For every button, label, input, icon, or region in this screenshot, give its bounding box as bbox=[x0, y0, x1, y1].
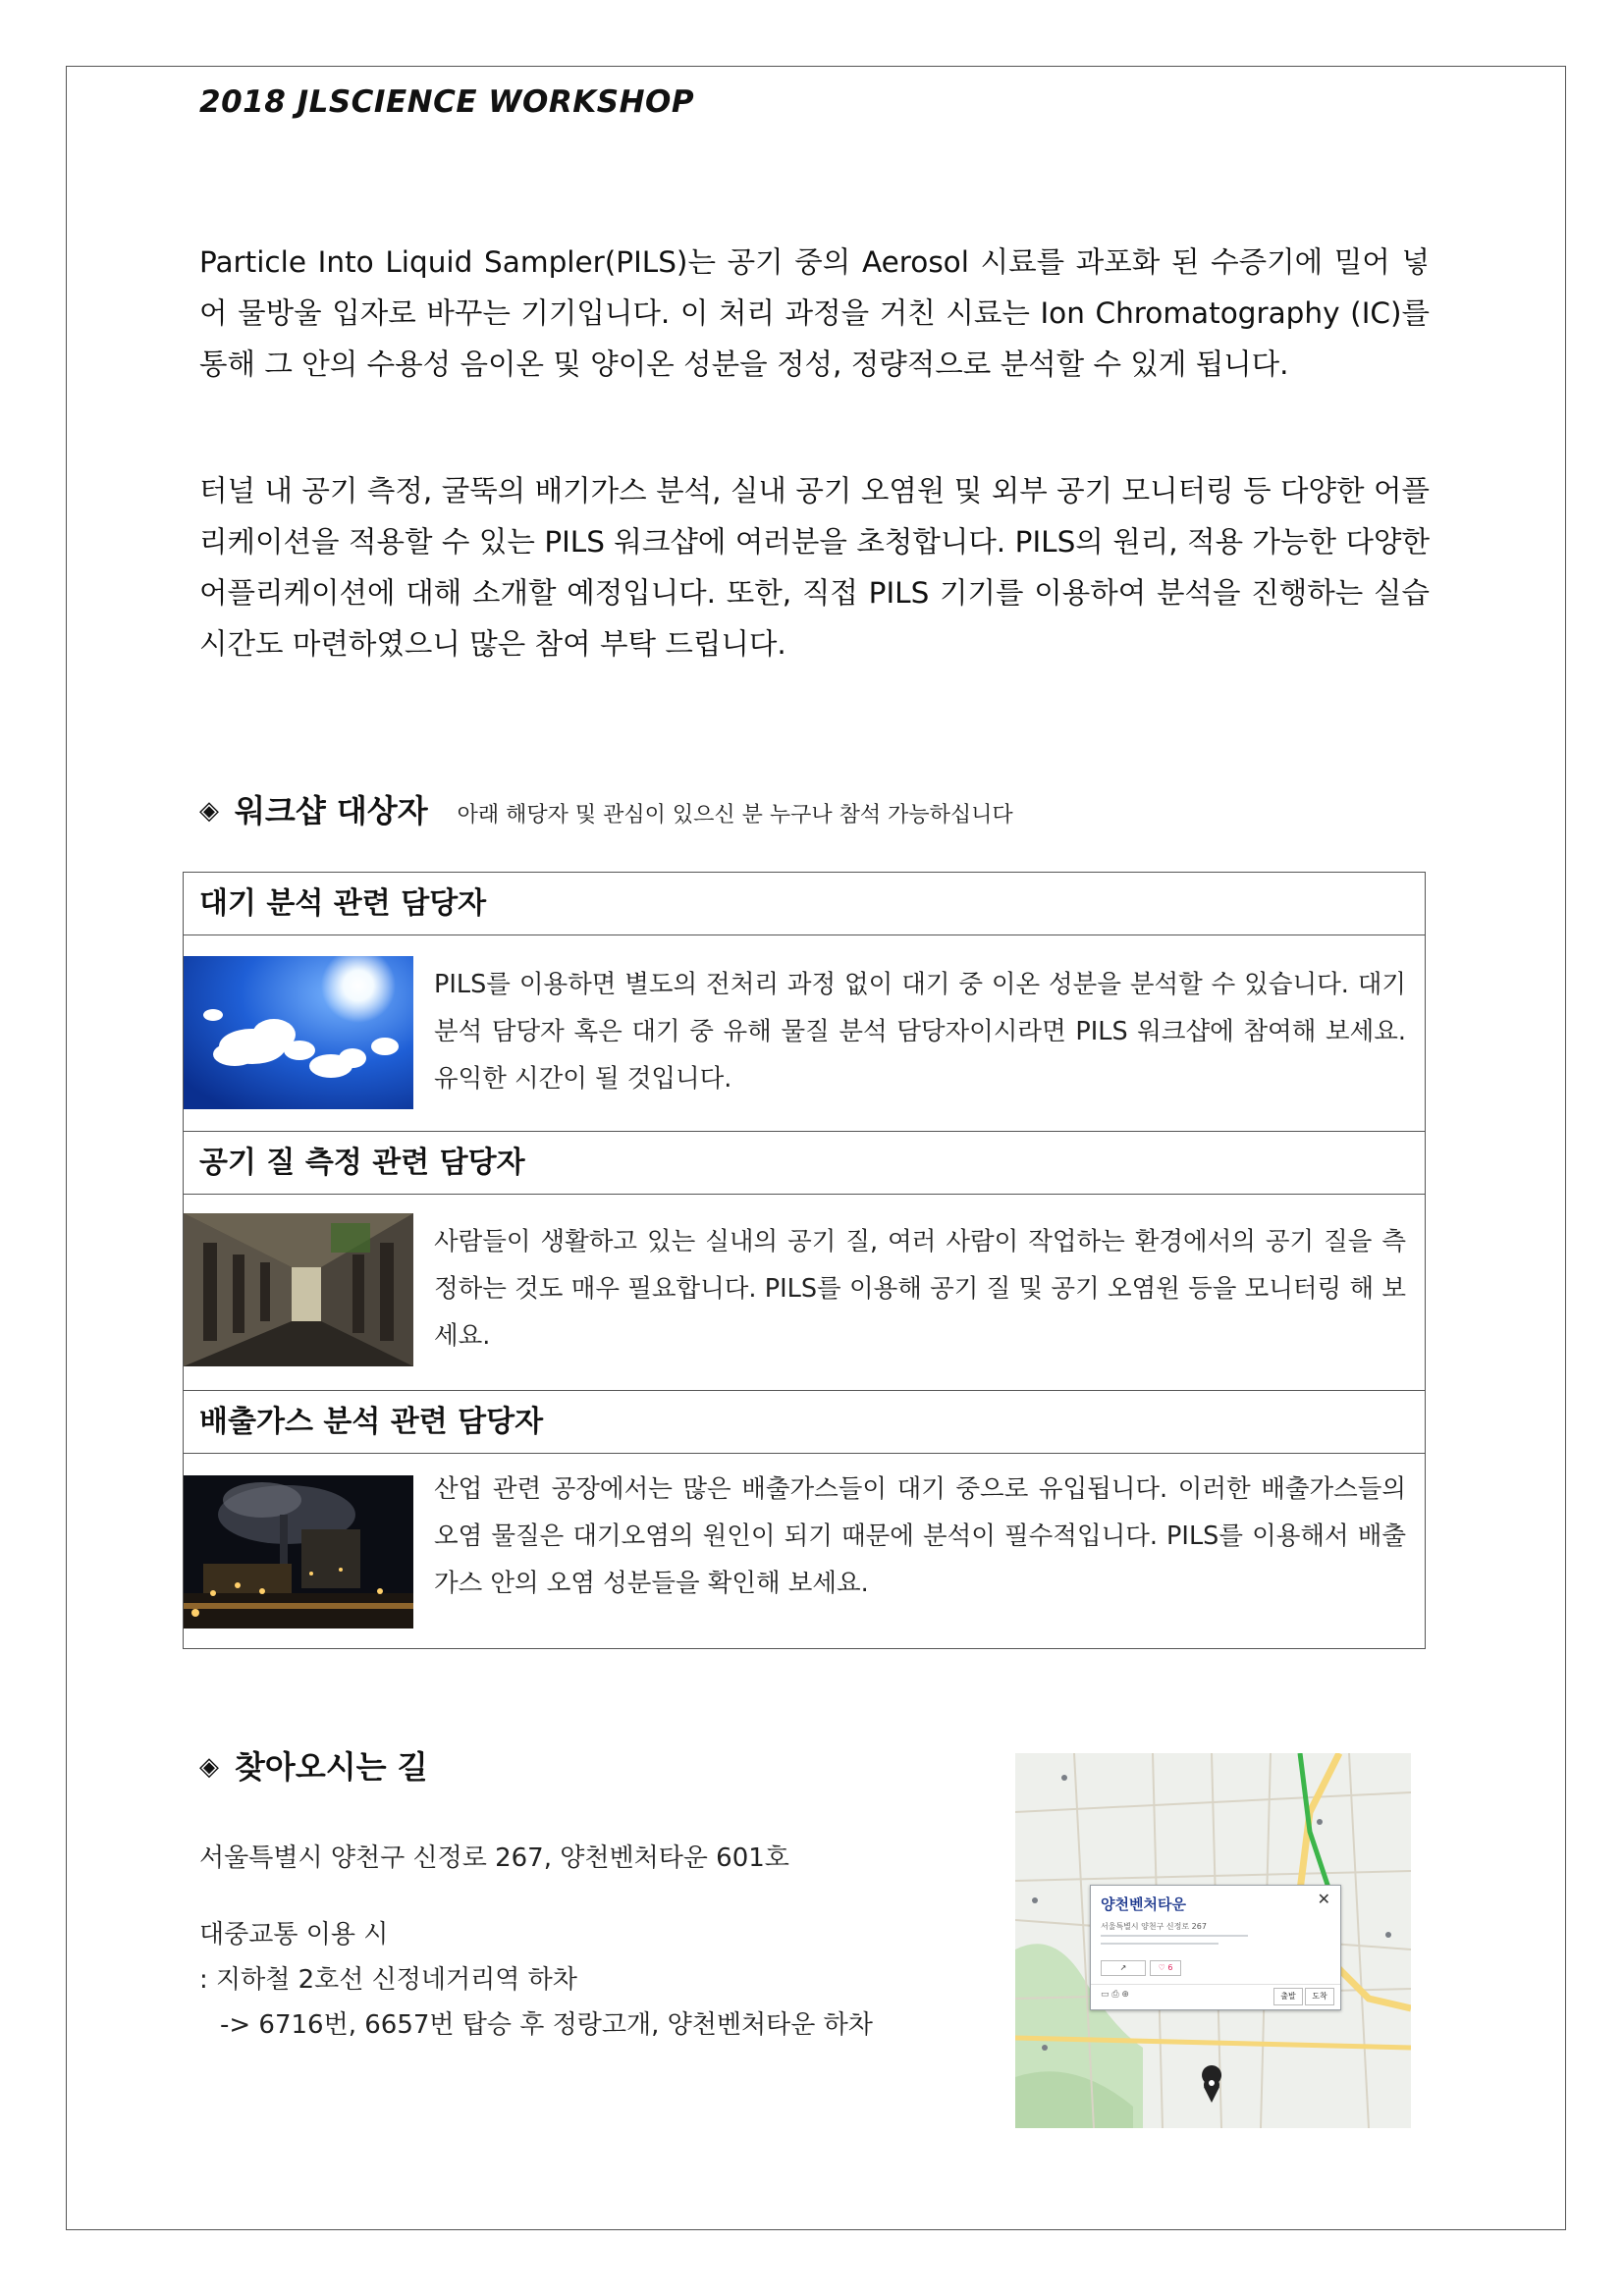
divider bbox=[1101, 1943, 1218, 1945]
transit-subway: : 지하철 2호선 신정네거리역 하차 bbox=[199, 1965, 577, 1995]
heart-icon: ♡ bbox=[1158, 1963, 1165, 1972]
workshop-title: 2018 JLSCIENCE WORKSHOP bbox=[199, 84, 695, 120]
map-popup-title[interactable]: 양천벤처타운 bbox=[1101, 1896, 1186, 1913]
address-text: 서울특별시 양천구 신정로 267, 양천벤처타운 601호 bbox=[199, 1843, 789, 1873]
diamond-bullet-icon: ◈ bbox=[199, 796, 219, 826]
map-popup-like-button[interactable] bbox=[1150, 1960, 1181, 1976]
row-body-air-quality bbox=[184, 1195, 1425, 1391]
row-body-emission bbox=[184, 1454, 1425, 1648]
directions-heading bbox=[199, 1742, 428, 1788]
row-body-air-analysis bbox=[184, 935, 1425, 1132]
close-icon[interactable]: ✕ bbox=[1317, 1890, 1330, 1908]
target-audience-table bbox=[183, 872, 1426, 1649]
location-map[interactable] bbox=[1015, 1753, 1411, 2128]
divider bbox=[1091, 1984, 1340, 1985]
map-arrive-button[interactable]: 도착 bbox=[1305, 1988, 1334, 2005]
map-popup-address: 서울특별시 양천구 신정로 267 bbox=[1101, 1922, 1207, 1931]
diamond-bullet-icon: ◈ bbox=[199, 1752, 219, 1782]
map-start-button[interactable]: 출발 bbox=[1273, 1988, 1303, 2005]
row-text-air-quality: 사람들이 생활하고 있는 실내의 공기 질, 여러 사람이 작업하는 환경에서의 공기 질을 측정하는 것도 매우 필요합니다. PILS를 이용해 공기 질 및 공기 오염원 등을 모니터링 해 보세요. bbox=[434, 1227, 1406, 1351]
factory-night-photo-icon bbox=[184, 1475, 413, 1629]
like-count: 6 bbox=[1167, 1963, 1173, 1972]
intro-text-1: Particle Into Liquid Sampler(PILS)는 공기 중의 Aerosol 시료를 과포화 된 수증기에 밀어 넣어 물방울 입자로 바꾸는 기기입니다. 이 처리 과정을 거친 시료는 Ion Chromatography (IC)를 통해 그 안의 수용성 음이온 및 양이온 성분을 정성, 정량적으로 분석할 수 있게 됩니다. bbox=[199, 245, 1430, 381]
divider bbox=[1101, 1935, 1248, 1937]
target-section-heading bbox=[199, 786, 1013, 831]
intro-paragraph-2 bbox=[199, 465, 1430, 669]
sky-clouds-photo-icon bbox=[184, 956, 413, 1109]
directions-title: 찾아오시는 길 bbox=[235, 1748, 428, 1786]
indoor-corridor-photo-icon bbox=[184, 1213, 413, 1366]
target-section-note: 아래 해당자 및 관심이 있으신 분 누구나 참석 가능하십니다 bbox=[457, 803, 1013, 828]
row-heading-air-quality: 공기 질 측정 관련 담당자 bbox=[184, 1132, 1425, 1195]
map-popup-tool-icons[interactable]: ▭ ⎙ ⊕ bbox=[1101, 1990, 1129, 2000]
intro-text-2: 터널 내 공기 측정, 굴뚝의 배기가스 분석, 실내 공기 오염원 및 외부 공기 모니터링 등 다양한 어플리케이션을 적용할 수 있는 PILS 워크샵에 여러분을 초청합니다. PILS의 원리, 적용 가능한 다양한 어플리케이션에 대해 소개할 예정입니다. 또한, 직접 PILS 기기를 이용하여 분석을 진행하는 실습 시간도 마련하였으니 많은 참여 부탁 드립니다. bbox=[199, 474, 1430, 661]
row-heading-emission: 배출가스 분석 관련 담당자 bbox=[184, 1391, 1425, 1454]
target-section-title: 워크샵 대상자 bbox=[235, 792, 428, 829]
transit-bus: -> 6716번, 6657번 탑승 후 정랑고개, 양천벤처타운 하차 bbox=[220, 2010, 873, 2040]
intro-paragraph-1 bbox=[199, 237, 1430, 390]
transit-label: 대중교통 이용 시 bbox=[199, 1920, 389, 1949]
map-popup-detail-button[interactable]: ↗ bbox=[1101, 1960, 1146, 1976]
map-popup[interactable] bbox=[1090, 1885, 1341, 2010]
row-text-emission: 산업 관련 공장에서는 많은 배출가스들이 대기 중으로 유입됩니다. 이러한 배출가스들의 오염 물질은 대기오염의 원인이 되기 때문에 분석이 필수적입니다. PILS를 이용해서 배출가스 안의 오염 성분들을 확인해 보세요. bbox=[434, 1474, 1406, 1598]
row-heading-air-analysis: 대기 분석 관련 담당자 bbox=[184, 873, 1425, 935]
row-text-air-analysis: PILS를 이용하면 별도의 전처리 과정 없이 대기 중 이온 성분을 분석할 수 있습니다. 대기 분석 담당자 혹은 대기 중 유해 물질 분석 담당자이시라면 PILS 워크샵에 참여해 보세요. 유익한 시간이 될 것입니다. bbox=[434, 970, 1406, 1094]
